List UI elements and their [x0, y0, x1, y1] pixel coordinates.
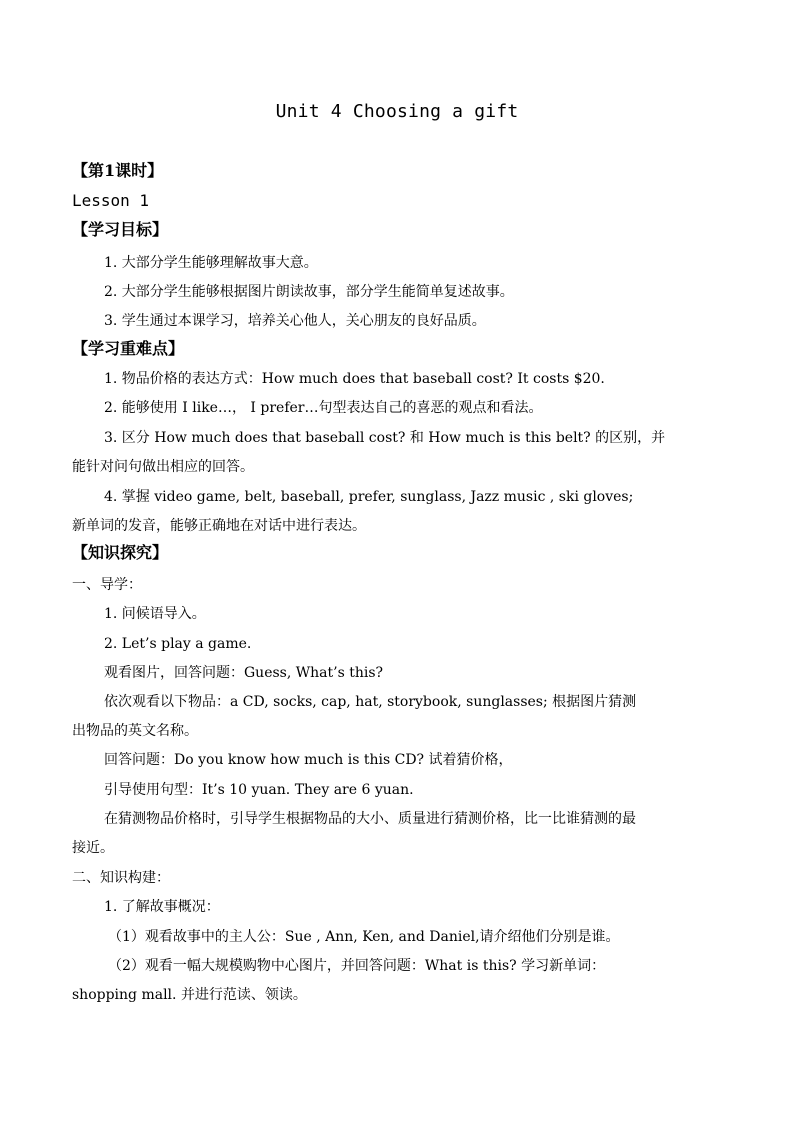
- section-heading: 一、导学：: [72, 577, 142, 593]
- key-point-item: 1. 物品价格的表达方式：How much does that baseball cost? It costs $20.: [104, 371, 605, 387]
- heading-lesson-period: 【第1课时】: [72, 161, 164, 180]
- guide-item-continued: 出物品的英文名称。: [72, 723, 198, 739]
- guide-item: 回答问题：Do you know how much is this CD? 试着猜价格，: [104, 752, 513, 768]
- guide-item: 引导使用句型：It’s 10 yuan. They are 6 yuan.: [104, 782, 414, 798]
- construct-item: 1. 了解故事概况：: [104, 899, 220, 915]
- section-heading: 二、知识构建：: [72, 870, 170, 886]
- key-point-item: 2. 能够使用 I like…， I prefer…句型表达自己的喜恶的观点和看法。: [104, 400, 543, 416]
- heading-knowledge-explore: 【知识探究】: [72, 543, 169, 562]
- objective-item: 1. 大部分学生能够理解故事大意。: [104, 255, 318, 271]
- construct-item: （1）观看故事中的主人公：Sue , Ann, Ken, and Daniel,请介绍他们分别是谁。: [108, 929, 620, 945]
- guide-item: 观看图片，回答问题：Guess, What’s this?: [104, 665, 384, 681]
- guide-item: 2. Let’s play a game.: [104, 636, 252, 652]
- lesson-label: Lesson 1: [72, 191, 150, 210]
- heading-key-points: 【学习重难点】: [72, 339, 185, 358]
- key-point-item: 4. 掌握 video game, belt, baseball, prefer, sunglass, Jazz music , ski gloves;: [104, 489, 634, 505]
- construct-item: （2）观看一幅大规模购物中心图片，并回答问题：What is this? 学习新单词：: [108, 958, 606, 974]
- guide-item: 1. 问候语导入。: [104, 606, 206, 622]
- guide-item: 依次观看以下物品：a CD, socks, cap, hat, storybook, sunglasses; 根据图片猜测: [104, 694, 637, 710]
- key-point-item: 3. 区分 How much does that baseball cost? 和 How much is this belt? 的区别，并: [104, 430, 666, 446]
- objective-item: 2. 大部分学生能够根据图片朗读故事，部分学生能简单复述故事。: [104, 284, 514, 300]
- construct-item-continued: shopping mall. 并进行范读、领读。: [72, 987, 307, 1003]
- guide-item-continued: 接近。: [72, 840, 114, 856]
- key-point-item-continued: 能针对问句做出相应的回答。: [72, 459, 254, 475]
- heading-objectives: 【学习目标】: [72, 220, 169, 239]
- objective-item: 3. 学生通过本课学习，培养关心他人，关心朋友的良好品质。: [104, 313, 486, 329]
- guide-item: 在猜测物品价格时，引导学生根据物品的大小、质量进行猜测价格，比一比谁猜测的最: [104, 811, 636, 827]
- document-title: Unit 4 Choosing a gift: [275, 101, 519, 122]
- key-point-item-continued: 新单词的发音，能够正确地在对话中进行表达。: [72, 518, 366, 534]
